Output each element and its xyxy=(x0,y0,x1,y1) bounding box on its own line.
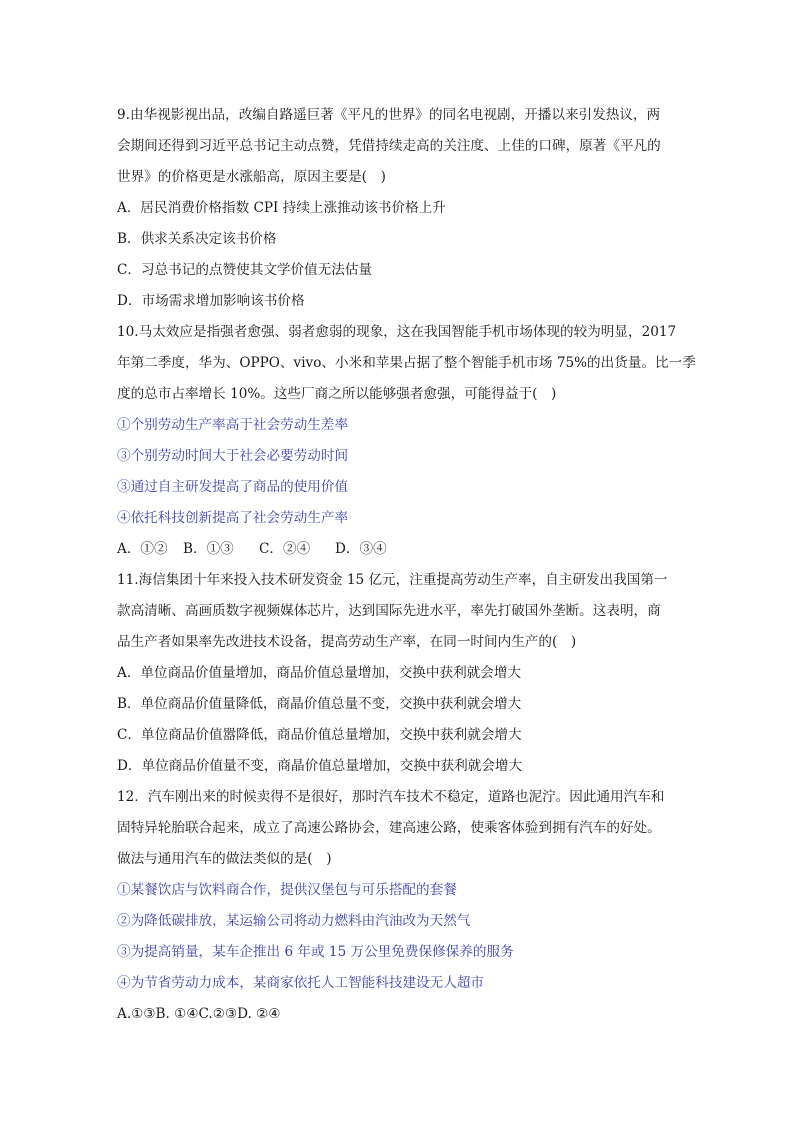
question-stem-line: 做法与通用汽车的做法类似的是( ) xyxy=(117,851,332,867)
statement-item: ④为节省劳动力成本，某商家依托人工智能科技建设无人超市 xyxy=(117,975,485,991)
question-stem-line: 世界》的价格更是水涨船高，原因主要是( ) xyxy=(117,169,386,185)
choice-d: D．③④ xyxy=(335,541,387,557)
question-stem-line: 款高清晰、高画质数字视频媒体芯片，达到国际先进水平，率先打破国外垄断。这表明，商 xyxy=(117,603,661,619)
choice-row xyxy=(117,534,685,565)
question-stem-line: 9.由华视影视出品，改编自路遥巨著《平凡的世界》的同名电视剧，开播以来引发热议，两 xyxy=(117,107,661,123)
option-c: C．习总书记的点赞使其文学价值无法估量 xyxy=(117,262,373,278)
question-stem-line: 度的总市占率增长 10%。这些厂商之所以能够强者愈强，可能得益于( ) xyxy=(117,386,557,402)
option-b: B．单位商品价值量降低，商晶价值总量不变，交换中获利就会增大 xyxy=(117,696,522,712)
question-stem-line: 固特异轮胎联合起来，成立了高速公路协会，建高速公路，使乘客体验到拥有汽车的好处。 xyxy=(117,820,661,836)
statement-item: ③为提高销量，某车企推出 6 年或 15 万公里免费保修保养的服务 xyxy=(117,944,514,960)
question-10 xyxy=(117,317,696,565)
option-b: B．供求关系决定该书价格 xyxy=(117,231,277,247)
option-c: C．单位商品价值嚣降低，商品价值总量增加，交换中获利就会增大 xyxy=(117,727,522,743)
statement-item: ①某餐饮店与饮料商合作，提供汉堡包与可乐搭配的套餐 xyxy=(117,882,457,898)
question-stem-line: 10.马太效应是指强者愈强、弱者愈弱的现象，这在我国智能手机市场体现的较为明显，2017 xyxy=(117,324,677,340)
question-list xyxy=(117,100,696,1030)
question-stem-line: 年第二季度，华为、OPPO、vivo、小米和苹果占据了整个智能手机市场 75%的出货量。比一季 xyxy=(117,355,696,371)
question-stem-line: 11.海信集团十年来投入技术研发资金 15 亿元，注重提高劳动生产率，自主研发出我国第一 xyxy=(117,572,668,588)
choice-a: A．①② xyxy=(117,541,168,557)
choice-row: A.①③B. ①④C.②③D. ②④ xyxy=(117,1006,281,1022)
question-stem-line: 品生产者如果率先改进技术设备，提高劳动生产率，在同一时间内生产的( ) xyxy=(117,634,577,650)
question-9 xyxy=(117,100,685,317)
option-a: A．单位商品价值量增加，商品价值总量增加，交换中获利就会增大 xyxy=(117,665,522,681)
question-stem-line: 12．汽车刚出来的时候卖得不是很好，那时汽车技术不稳定，道路也泥泞。因此通用汽车和 xyxy=(117,789,665,805)
question-12 xyxy=(117,782,685,1030)
statement-item: ③通过自主研发提高了商品的使用价值 xyxy=(117,479,349,495)
statement-item: ①个别劳动生产率高于社会劳动生差率 xyxy=(117,417,349,433)
choice-b: B．①③ xyxy=(183,541,234,557)
question-stem-line: 会期间还得到习近平总书记主动点赞，凭借持续走高的关注度、上佳的口碑，原著《平凡的 xyxy=(117,138,661,154)
statement-item: ④依托科技创新提高了社会劳动生产率 xyxy=(117,510,349,526)
option-d: D．市场需求增加影响该书价格 xyxy=(117,293,305,309)
choice-c: C．②④ xyxy=(259,541,311,557)
option-d: D．单位商品价值量不变，商晶价值总量增加，交换中获利就会增大 xyxy=(117,758,523,774)
statement-item: ③个别劳动时间大于社会必要劳动时间 xyxy=(117,448,349,464)
option-a: A．居民消费价格指数 CPI 持续上涨推动该书价格上升 xyxy=(117,200,446,216)
statement-item: ②为降低碳排放，某运输公司将动力燃料由汽油改为天然气 xyxy=(117,913,471,929)
question-11 xyxy=(117,565,685,782)
